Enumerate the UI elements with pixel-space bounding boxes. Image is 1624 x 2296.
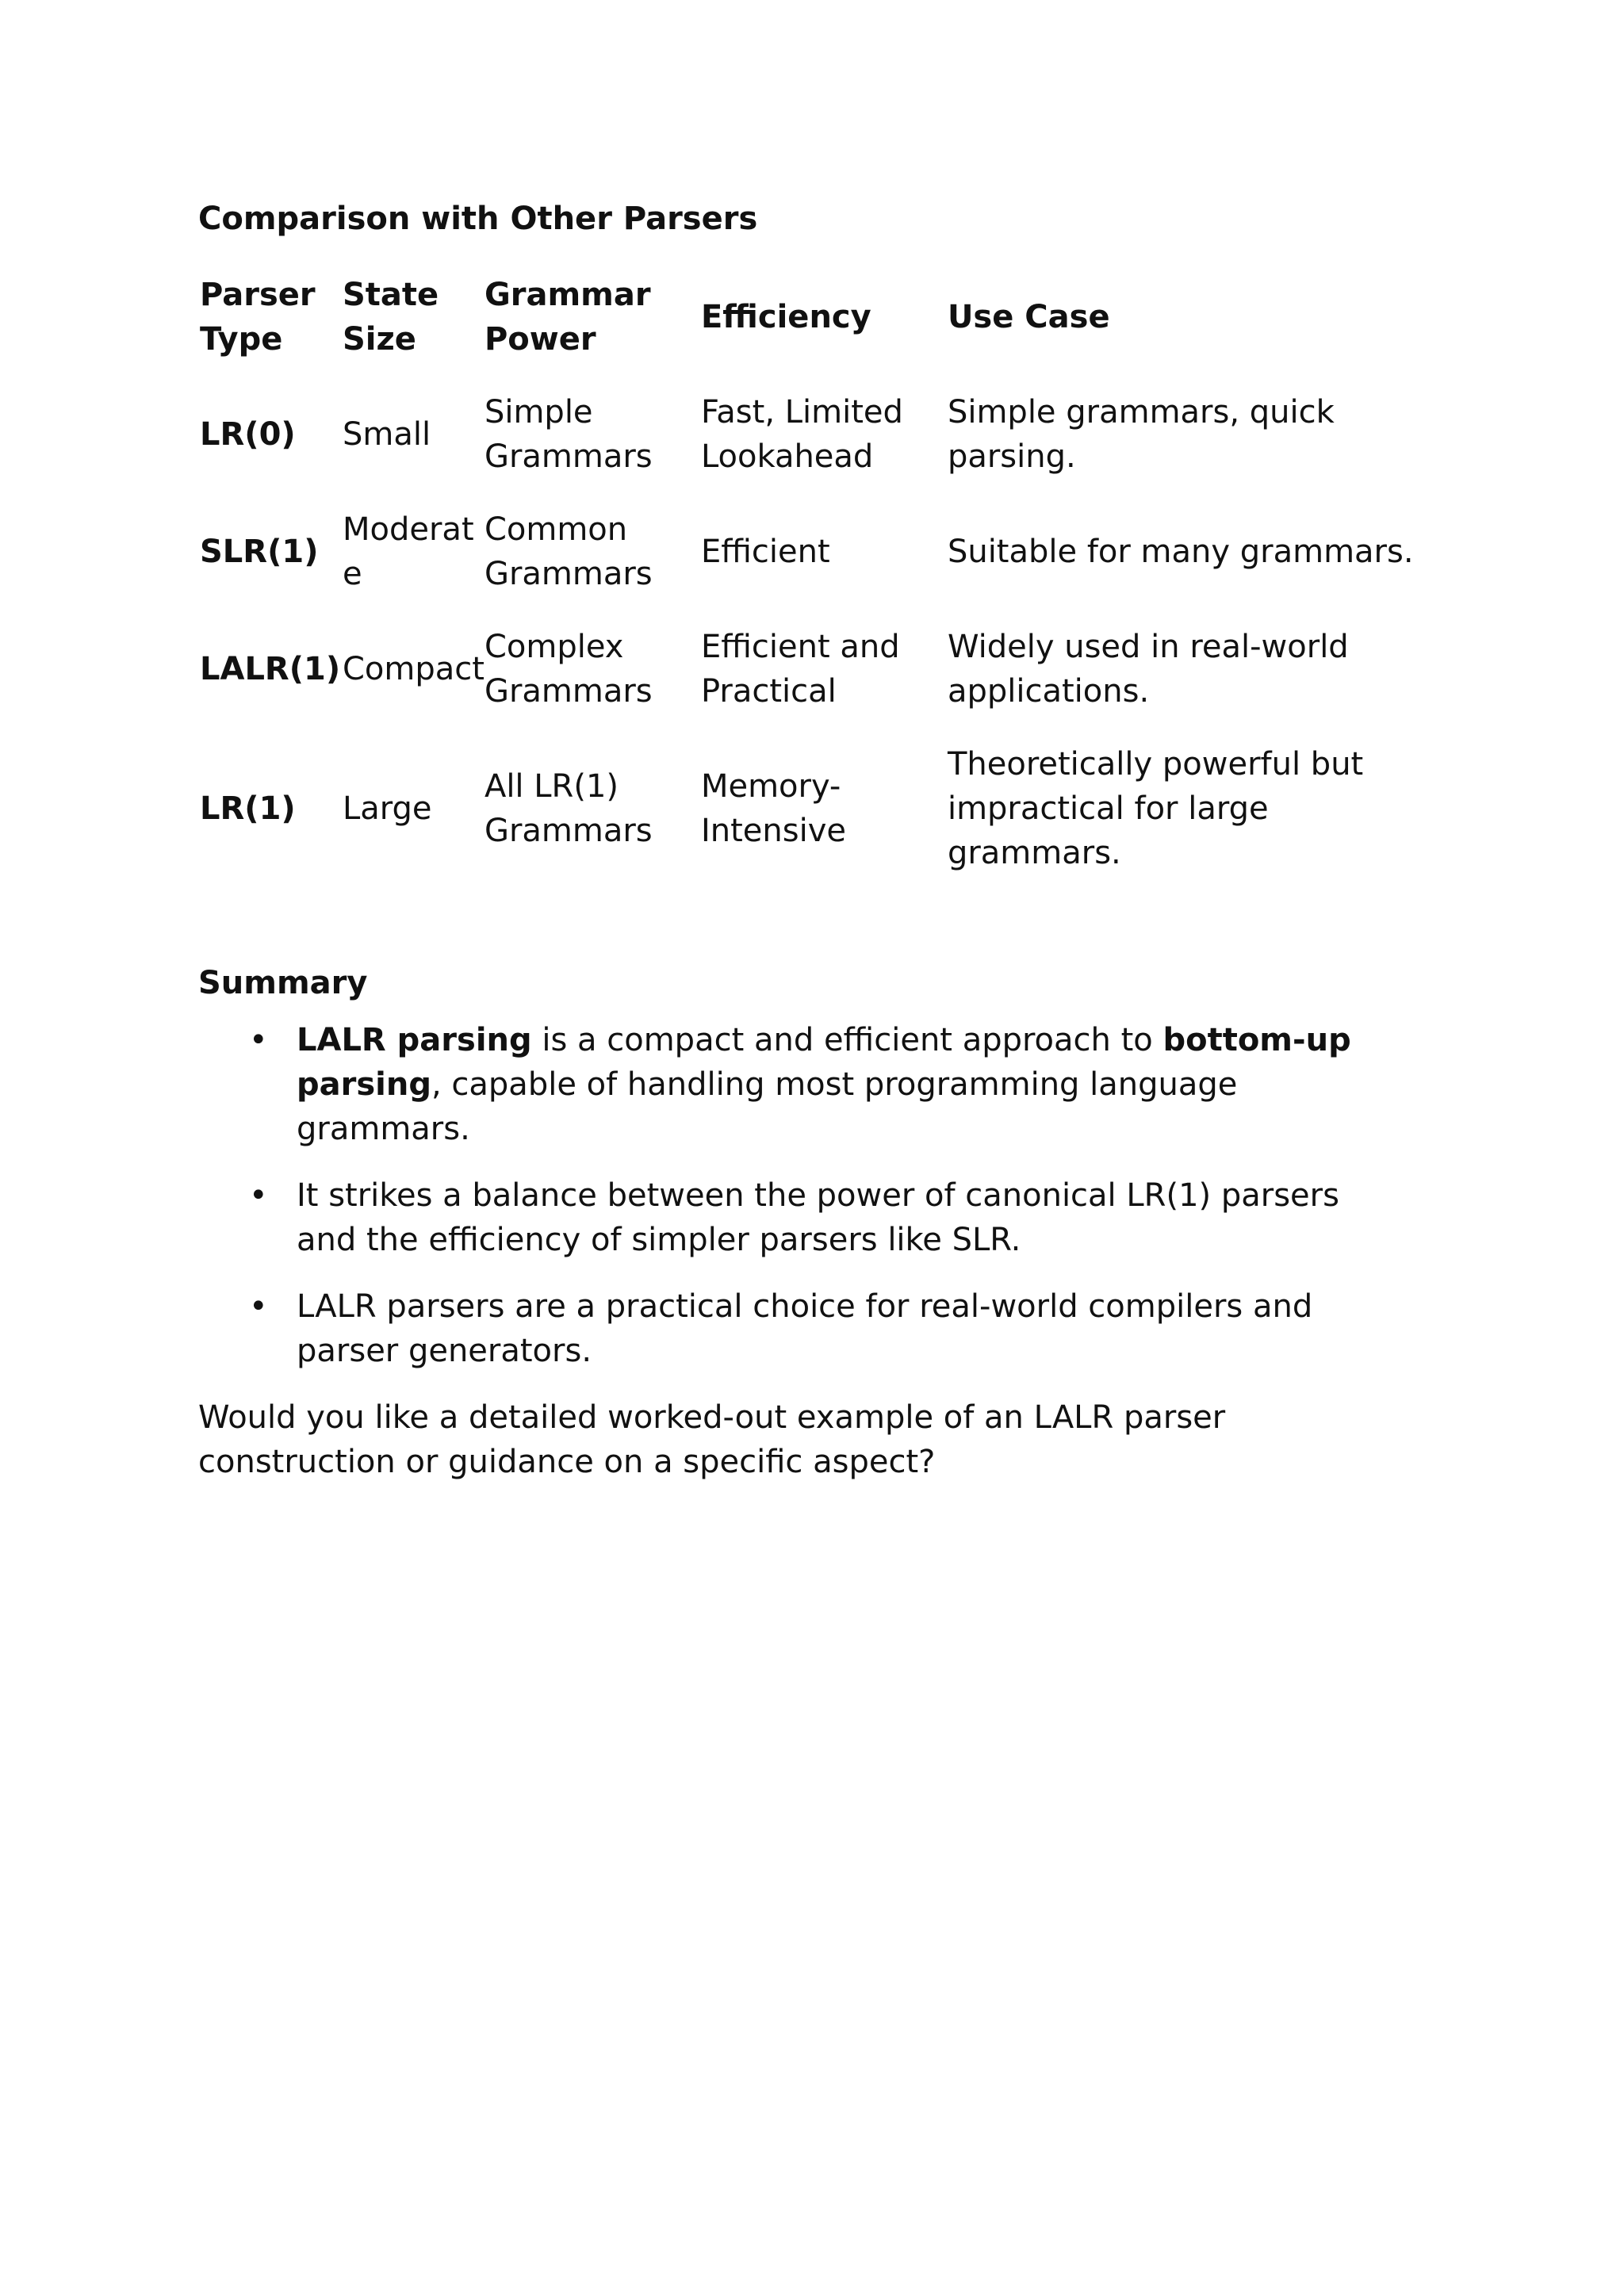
cell-use-case: Simple grammars, quick parsing. — [947, 394, 1335, 475]
comparison-heading: Comparison with Other Parsers — [198, 201, 758, 237]
summary-list — [198, 1018, 1465, 1373]
closing-question: Would you like a detailed worked-out example of an LALR parser construction or guidance on a specific aspect? — [198, 1399, 1226, 1480]
list-item: • It strikes a balance between the power of canonical LR(1) parsers and the efficiency of simpler parsers like SLR. — [297, 1173, 1359, 1262]
cell-grammar-power: Complex Grammars — [484, 629, 653, 710]
header-state-size: State Size — [343, 277, 439, 358]
table-row — [200, 728, 1423, 890]
cell-state-size: Large — [343, 790, 432, 827]
cell-parser-type: LALR(1) — [200, 651, 341, 687]
cell-parser-type: LR(1) — [200, 790, 296, 827]
table-header-row — [200, 258, 1423, 376]
cell-use-case: Theoretically powerful but impractical for large grammars. — [947, 746, 1364, 871]
cell-efficiency: Memory- Intensive — [700, 768, 846, 849]
cell-grammar-power: All LR(1) Grammars — [484, 768, 653, 849]
summary-heading: Summary — [198, 965, 368, 1001]
cell-efficiency: Fast, Limited Lookahead — [700, 394, 903, 475]
header-grammar-power: Grammar Power — [484, 277, 651, 358]
list-item: • LALR parsers are a practical choice for real-world compilers and parser generators. — [297, 1284, 1359, 1373]
cell-use-case: Suitable for many grammars. — [947, 534, 1414, 570]
table-row — [200, 493, 1423, 610]
cell-state-size: Small — [343, 416, 431, 453]
cell-parser-type: LR(0) — [200, 416, 296, 453]
cell-state-size: Moderat e — [343, 511, 474, 592]
cell-use-case: Widely used in real-world applications. — [947, 629, 1349, 710]
cell-parser-type: SLR(1) — [200, 534, 319, 570]
header-use-case: Use Case — [947, 299, 1110, 335]
cell-efficiency: Efficient — [700, 534, 830, 570]
comparison-table — [200, 258, 1423, 890]
bullet-icon: • — [249, 1177, 268, 1214]
header-parser-type: Parser Type — [200, 277, 316, 358]
table-row — [200, 376, 1423, 493]
bullet-icon: • — [249, 1288, 268, 1325]
bullet-icon: • — [249, 1022, 268, 1058]
cell-state-size: Compact — [343, 651, 485, 687]
cell-grammar-power: Simple Grammars — [484, 394, 653, 475]
cell-grammar-power: Common Grammars — [484, 511, 653, 592]
header-efficiency: Efficiency — [700, 299, 871, 335]
table-row — [200, 610, 1423, 728]
list-item: • LALR parsing is a compact and efficient approach to bottom-up parsing, capable of handling most programming language grammars. — [297, 1018, 1359, 1151]
cell-efficiency: Efficient and Practical — [700, 629, 900, 710]
